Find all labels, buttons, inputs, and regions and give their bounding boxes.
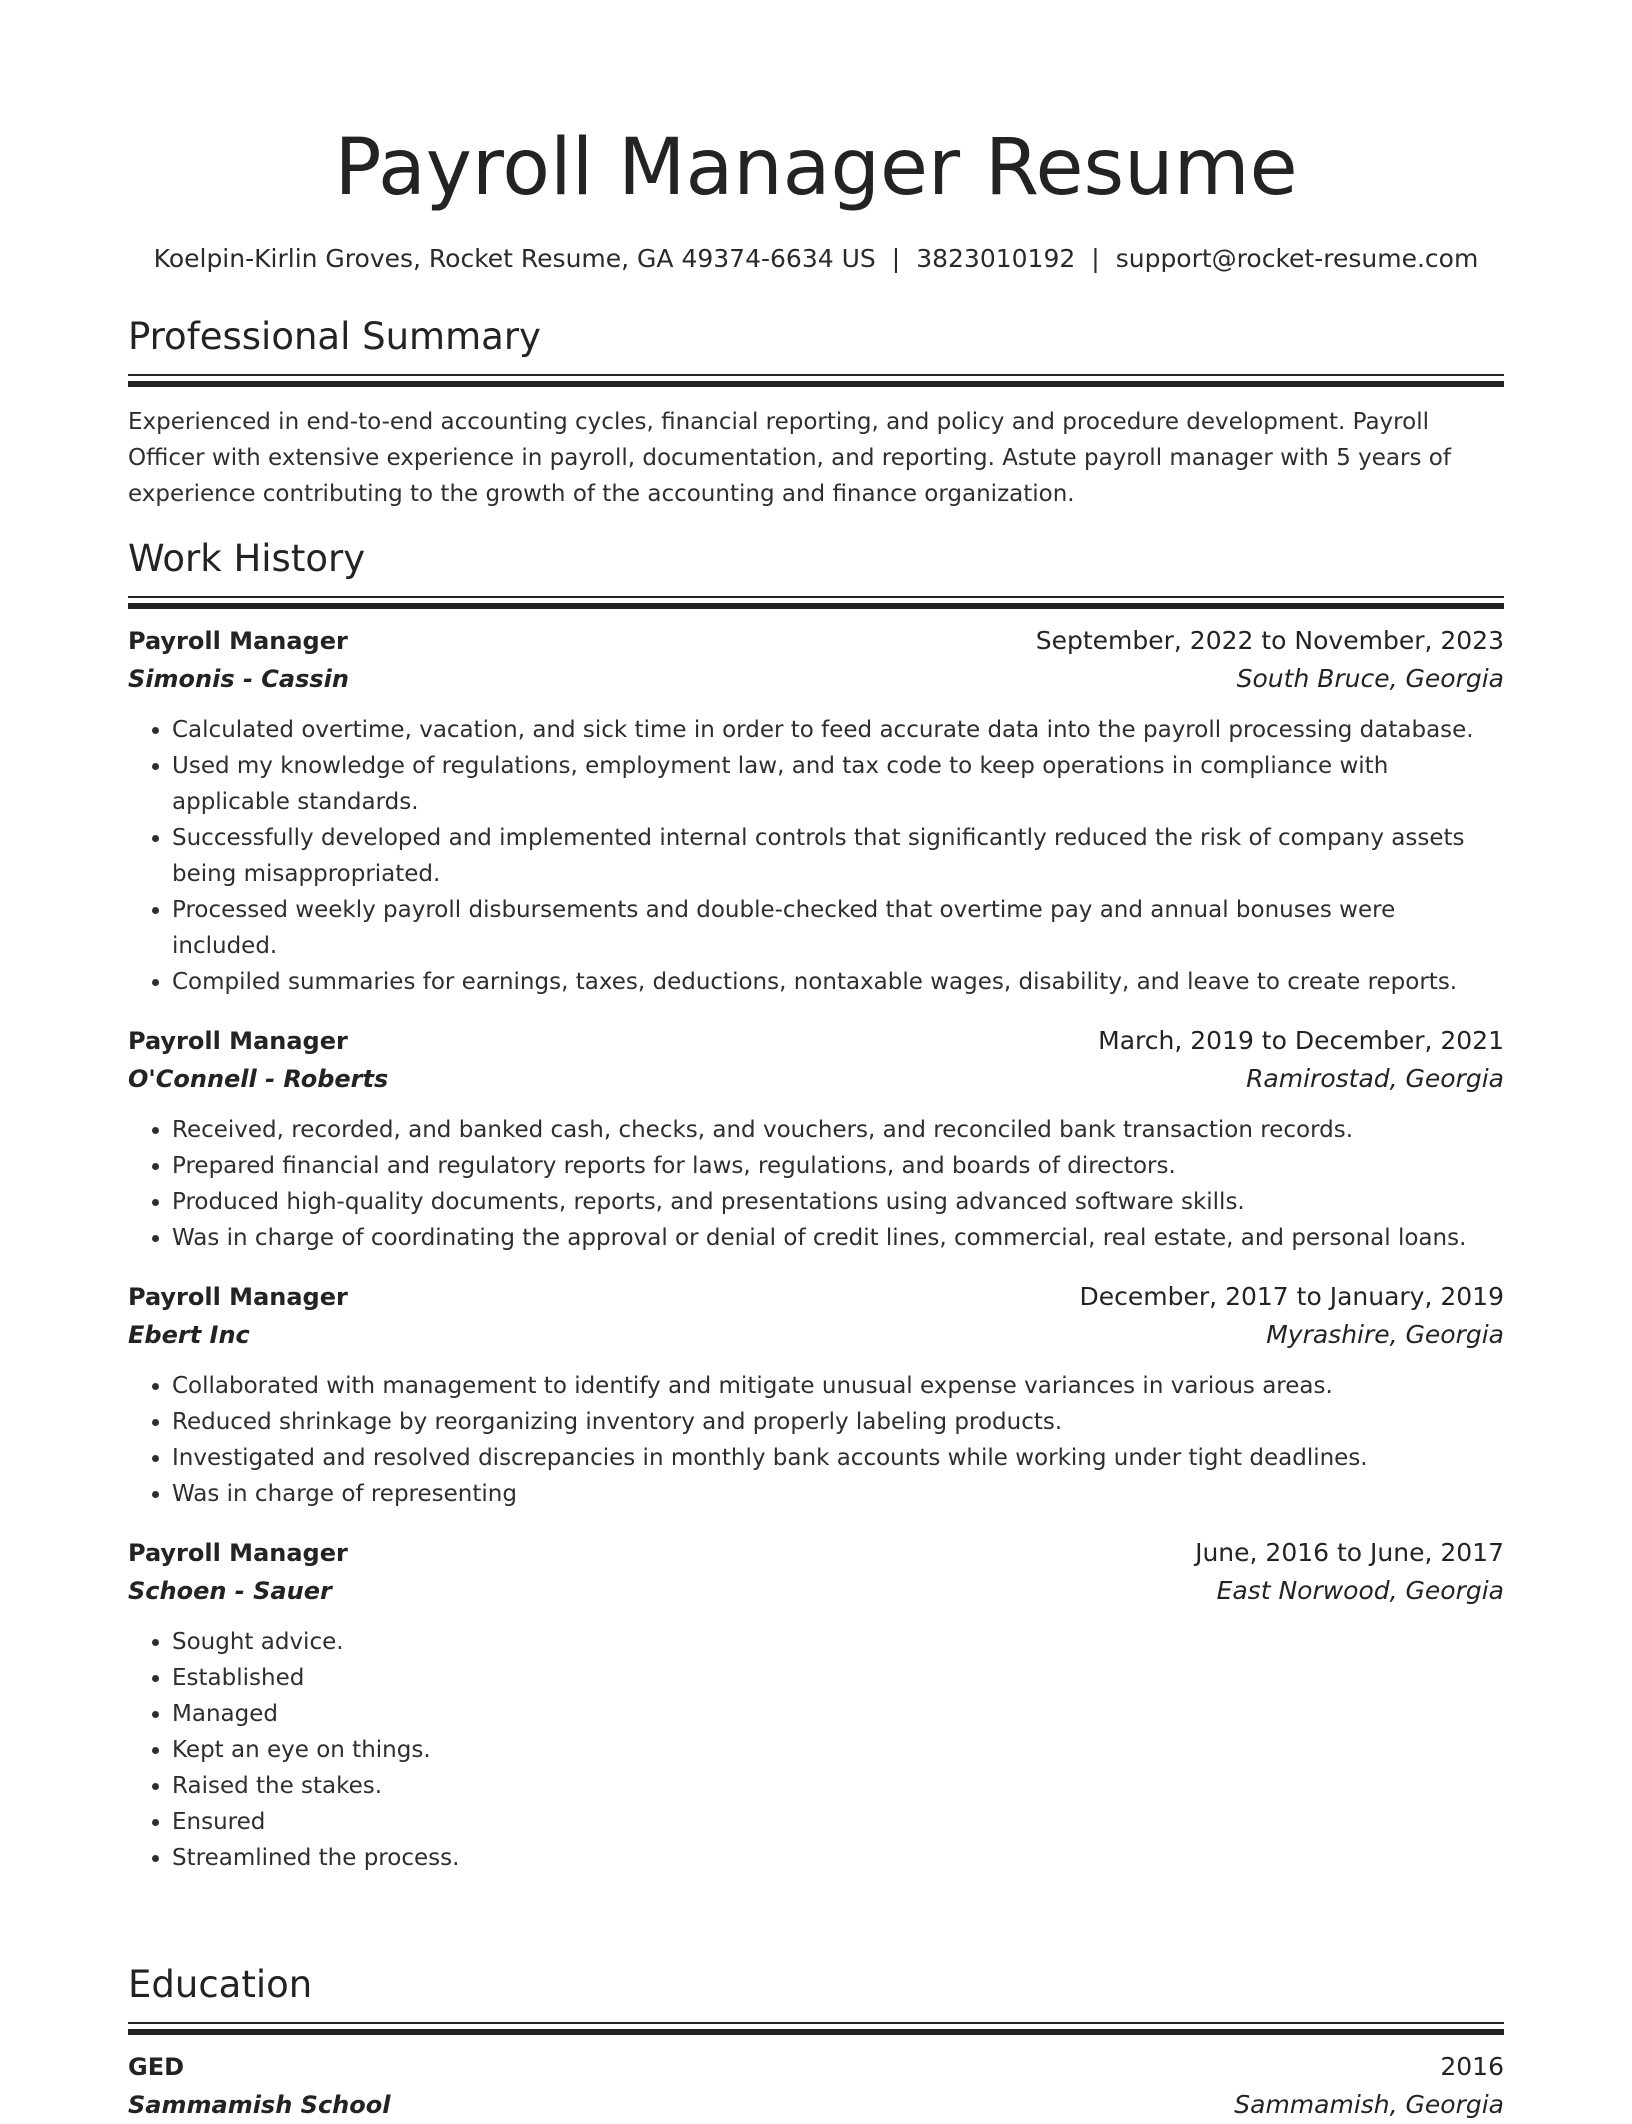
job-bullet: • Was in charge of representing xyxy=(172,1476,1504,1512)
job-dates: March, 2019 to December, 2021 xyxy=(1098,1026,1504,1055)
job-bullets xyxy=(128,712,1504,1000)
job-bullet: • Prepared financial and regulatory reports for laws, regulations, and boards of directors. xyxy=(172,1148,1504,1184)
job-bullet: • Investigated and resolved discrepancies in monthly bank accounts while working under tight deadlines. xyxy=(172,1440,1504,1476)
job-location: East Norwood, Georgia xyxy=(1216,1576,1504,1605)
job-entry xyxy=(128,1534,1504,1876)
contact-line xyxy=(128,242,1504,276)
job-bullet: • Produced high-quality documents, reports, and presentations using advanced software skills. xyxy=(172,1184,1504,1220)
job-company-row xyxy=(128,1316,1504,1354)
job-bullets xyxy=(128,1624,1504,1876)
job-entry xyxy=(128,622,1504,1000)
job-bullets xyxy=(128,1368,1504,1512)
job-bullet: • Was in charge of coordinating the approval or denial of credit lines, commercial, real estate, and personal loans. xyxy=(172,1220,1504,1256)
job-dates: December, 2017 to January, 2019 xyxy=(1079,1282,1504,1311)
contact-phone: 3823010192 xyxy=(916,244,1076,273)
job-location: South Bruce, Georgia xyxy=(1236,664,1504,693)
job-company: Simonis - Cassin xyxy=(128,665,349,693)
education-school: Sammamish School xyxy=(128,2091,391,2119)
job-bullet: • Calculated overtime, vacation, and sick time in order to feed accurate data into the payroll processing database. xyxy=(172,712,1504,748)
job-bullet: • Successfully developed and implemented internal controls that significantly reduced the risk of company assets being misappropriated. xyxy=(172,820,1504,892)
summary-text: Experienced in end-to-end accounting cycles, financial reporting, and policy and procedure development. Payroll Officer with extensive experience in payroll, documentation, and reporting. Astute payroll manager with 5 years of experience contributing to the growth of the accounting and finance organization. xyxy=(128,409,1451,507)
job-entry xyxy=(128,1022,1504,1256)
job-header-row xyxy=(128,1022,1504,1060)
education-year: 2016 xyxy=(1440,2052,1504,2081)
contact-separator: | xyxy=(1091,244,1100,273)
job-bullet: • Reduced shrinkage by reorganizing inventory and properly labeling products. xyxy=(172,1404,1504,1440)
job-bullet: • Compiled summaries for earnings, taxes, deductions, nontaxable wages, disability, and leave to create reports. xyxy=(172,964,1504,1000)
job-dates: September, 2022 to November, 2023 xyxy=(1035,626,1504,655)
contact-email: support@rocket-resume.com xyxy=(1115,244,1479,273)
education-school-row xyxy=(128,2086,1504,2124)
job-bullet: • Kept an eye on things. xyxy=(172,1732,1504,1768)
section-divider xyxy=(128,374,1504,387)
job-bullet: • Used my knowledge of regulations, employment law, and tax code to keep operations in compliance with applicable standards. xyxy=(172,748,1504,820)
page-title: Payroll Manager Resume xyxy=(334,123,1298,213)
job-bullet: • Ensured xyxy=(172,1804,1504,1840)
job-title: Payroll Manager xyxy=(128,1027,348,1055)
job-bullet: • Raised the stakes. xyxy=(172,1768,1504,1804)
job-bullet: • Received, recorded, and banked cash, checks, and vouchers, and reconciled bank transaction records. xyxy=(172,1112,1504,1148)
summary-section xyxy=(128,314,1504,512)
education-heading: Education xyxy=(128,1963,313,2006)
job-location: Myrashire, Georgia xyxy=(1266,1320,1504,1349)
job-company-row xyxy=(128,1060,1504,1098)
education-entry xyxy=(128,2048,1504,2124)
work-history-section xyxy=(128,536,1504,1876)
education-degree: GED xyxy=(128,2053,185,2081)
job-title: Payroll Manager xyxy=(128,627,348,655)
job-location: Ramirostad, Georgia xyxy=(1246,1064,1504,1093)
job-entry xyxy=(128,1278,1504,1512)
job-title: Payroll Manager xyxy=(128,1539,348,1567)
job-header-row xyxy=(128,622,1504,660)
work-history-heading: Work History xyxy=(128,537,366,580)
education-header-row xyxy=(128,2048,1504,2086)
job-bullet: • Managed xyxy=(172,1696,1504,1732)
job-bullet: • Collaborated with management to identify and mitigate unusual expense variances in various areas. xyxy=(172,1368,1504,1404)
job-company: Schoen - Sauer xyxy=(128,1577,332,1605)
section-divider xyxy=(128,596,1504,609)
job-dates: June, 2016 to June, 2017 xyxy=(1195,1538,1504,1567)
job-title: Payroll Manager xyxy=(128,1283,348,1311)
contact-address: Koelpin-Kirlin Groves, Rocket Resume, GA 49374-6634 US xyxy=(153,244,876,273)
job-bullet: • Streamlined the process. xyxy=(172,1840,1504,1876)
summary-heading: Professional Summary xyxy=(128,315,541,358)
job-bullets xyxy=(128,1112,1504,1256)
job-company-row xyxy=(128,660,1504,698)
section-divider xyxy=(128,2022,1504,2035)
education-section xyxy=(128,1962,1504,2124)
job-company: Ebert Inc xyxy=(128,1321,250,1349)
job-header-row xyxy=(128,1278,1504,1316)
job-bullet: • Sought advice. xyxy=(172,1624,1504,1660)
job-company: O'Connell - Roberts xyxy=(128,1065,389,1093)
resume-page xyxy=(128,0,1504,2119)
job-header-row xyxy=(128,1534,1504,1572)
job-company-row xyxy=(128,1572,1504,1610)
education-location: Sammamish, Georgia xyxy=(1234,2090,1504,2119)
job-bullet: • Processed weekly payroll disbursements and double-checked that overtime pay and annual bonuses were included. xyxy=(172,892,1504,964)
contact-separator: | xyxy=(891,244,901,273)
job-bullet: • Established xyxy=(172,1660,1504,1696)
